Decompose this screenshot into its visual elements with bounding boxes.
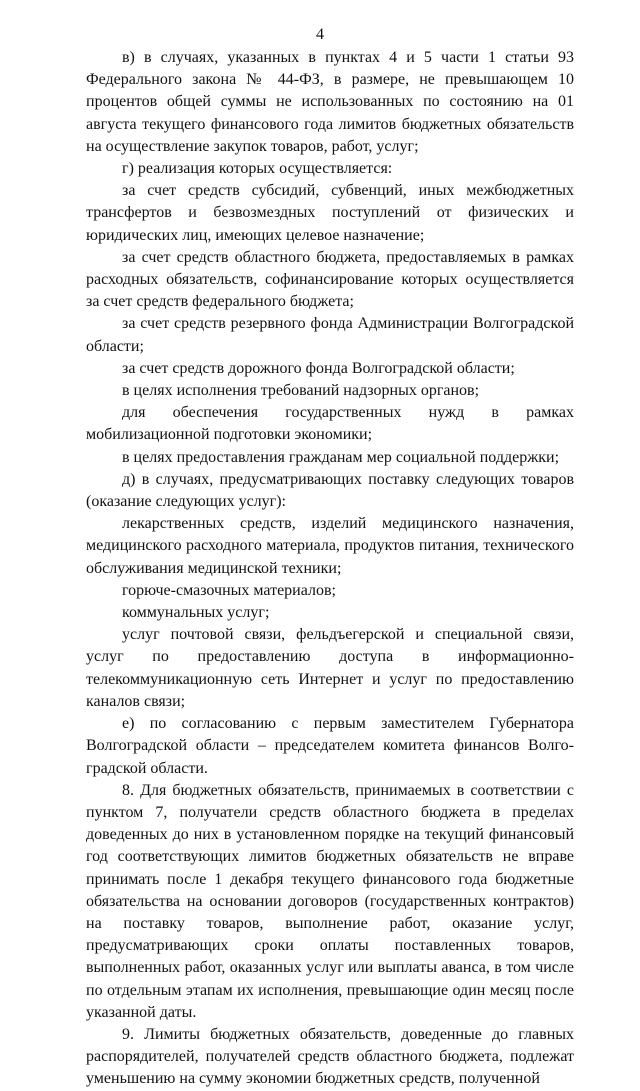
document-body xyxy=(86,47,574,1091)
paragraph-e: е) по согласованию с первым заместителем Губернатора Волгоградской области – председателем комитета финансов Волго-градской области. xyxy=(86,715,574,777)
paragraph-9: 9. Лимиты бюджетных обязательств, доведенные до главных распорядителей, получателей средств областного бюджета, подлежат уменьшению на сумму экономии бюджетных средств, полученной xyxy=(86,1025,574,1088)
paragraph-supervisory: в целях исполнения требований надзорных органов; xyxy=(122,382,480,400)
paragraph-medicines: лекарственных средств, изделий медицинского назначения, медицинского расходного материала, продуктов питания, технического обслуживания медицинской техники; xyxy=(86,515,574,577)
paragraph-road-fund: за счет средств дорожного фонда Волгоградской области; xyxy=(122,359,515,377)
paragraph-reserve-fund: за счет средств резервного фонда Администрации Волгоградской области; xyxy=(86,315,574,355)
paragraph-mobilization: для обеспечения государственных нужд в рамках мобилизационной подготовки экономики; xyxy=(86,404,574,444)
paragraph-g: г) реализация которых осуществляется: xyxy=(122,160,393,178)
paragraph-cofinancing: за счет средств областного бюджета, предоставляемых в рамках расходных обязательств, софинансирование которых осуществляется за счет средств федерального бюджета; xyxy=(86,248,574,311)
page-number: 4 xyxy=(316,26,324,43)
paragraph-utilities: коммунальных услуг; xyxy=(122,604,270,622)
paragraph-d: д) в случаях, предусматривающих поставку следующих товаров (оказание следующих услуг): xyxy=(86,470,574,511)
paragraph-8: 8. Для бюджетных обязательств, принимаемых в соответствии с пунктом 7, получатели средств областного бюджета в пределах доведенных до них в установленном порядке на текущий финансовый год соответствующих лимитов бюджетных обязательств не вправе принимать после 1 декабря текущего финансового года бюджетные обязательства на основании договоров (государственных контрактов) на поставку товаров, выполнение работ, оказание услуг, предусматривающих сроки оплаты поставленных товаров, выполненных работ, оказанных услуг или выплаты аванса, в том числе по отдельным этапам их исполнения, превышающие один месяц после указанной даты. xyxy=(86,781,574,1021)
paragraph-subsidies: за счет средств субсидий, субвенций, иных межбюджетных трансфертов и безвозмездных поступлений от физических и юридических лиц, имеющих целевое назначение; xyxy=(86,182,574,244)
paragraph-v: в) в случаях, указанных в пунктах 4 и 5 части 1 статьи 93 Федерального закона № 44-ФЗ, в размере, не превышающем 10 процентов общей суммы не использованных по состоянию на 01 августа текущего финансового года лимитов бюджетных обязательств на осуществление закупок товаров, работ, услуг; xyxy=(86,49,574,155)
paragraph-communications: услуг почтовой связи, фельдъегерской и специальной связи, услуг по предоставлению доступа в информационно-телекоммуникационную сеть Интернет и услуг по предоставлению каналов связи; xyxy=(86,626,574,710)
paragraph-social-support: в целях предоставления гражданам мер социальной поддержки; xyxy=(122,448,560,466)
paragraph-fuel: горюче-смазочных материалов; xyxy=(122,581,336,599)
